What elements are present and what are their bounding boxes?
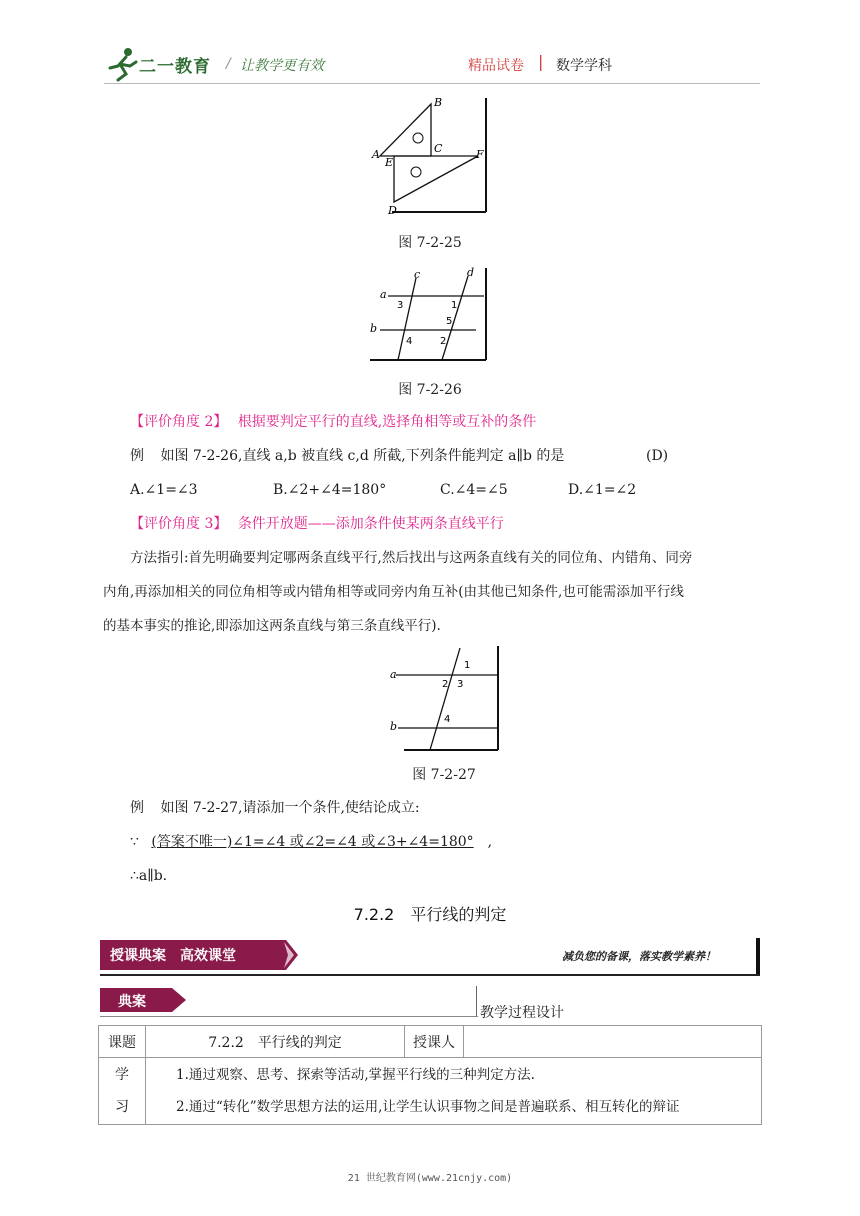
angle3-heading-tag: 【评价角度 3】 (130, 516, 228, 532)
angle3-because (130, 831, 492, 853)
table-row (99, 1058, 762, 1125)
lesson-table (98, 1025, 762, 1125)
table-cell-goal-label (99, 1058, 146, 1125)
fig27-label-b: b (390, 720, 398, 733)
lesson-band (100, 938, 760, 976)
fig26-label-b: b (370, 322, 378, 335)
angle3-therefore: ∴a∥b. (130, 868, 168, 884)
table-cell-topic: 7.2.2 平行线的判定 (146, 1026, 405, 1058)
angle3-example-prefix: 例 (130, 800, 144, 816)
header-separator: | (538, 52, 544, 71)
table-cell-teacher (464, 1026, 762, 1058)
fig26-label-d: d (467, 266, 475, 279)
table-cell-goals (146, 1058, 762, 1125)
header-slogan: 让教学更有效 (240, 58, 324, 74)
figure-7-2-26 (366, 264, 496, 364)
table-cell-teacher-label: 授课人 (405, 1026, 464, 1058)
figure-caption-26: 图 7-2-26 (398, 382, 462, 398)
fig26-label-c: c (414, 268, 421, 281)
angle3-example-text: 如图 7-2-27,请添加一个条件,使结论成立: (160, 800, 420, 816)
fig27-angle-4: 4 (444, 714, 451, 725)
case-tab-row (100, 986, 478, 1017)
header-slash: / (226, 56, 231, 72)
angle2-option-c: C.∠4=∠5 (440, 482, 508, 498)
header-divider (104, 83, 760, 84)
goal-line-2: 2.通过“转化”数学思想方法的运用,让学生认识事物之间是普遍联系、相互转化的辩证 (176, 1099, 680, 1115)
header-label-subject: 数学学科 (556, 58, 612, 74)
fig25-label-c: C (434, 142, 443, 155)
section-title: 7.2.2 平行线的判定 (353, 905, 507, 924)
angle3-heading (130, 513, 504, 535)
fig27-label-a: a (390, 668, 397, 681)
angle3-example (130, 797, 420, 819)
method-line-1: 方法指引:首先明确要判定哪两条直线平行,然后找出与这两条直线有关的同位角、内错角、同旁 (130, 550, 693, 566)
angle2-option-b: B.∠2+∠4=180° (273, 482, 387, 498)
header-label-quality: 精品试卷 (468, 58, 524, 74)
goal-label-char-2: 习 (115, 1099, 129, 1115)
band-right-text: 减负您的备课，落实教学素养！ (562, 950, 716, 963)
angle2-option-d: D.∠1=∠2 (568, 482, 637, 498)
logo-runner-icon (104, 46, 140, 82)
fig26-angle-2: 2 (440, 336, 447, 347)
goal-label-char-1: 学 (115, 1067, 129, 1083)
figure-7-2-25 (368, 94, 496, 218)
page-footer: 21 世纪教育网(www.21cnjy.com) (347, 1173, 513, 1184)
band-left-text: 授课典案 高效课堂 (110, 948, 236, 964)
fig25-label-d: D (388, 204, 397, 217)
fig27-angle-3: 3 (457, 679, 464, 690)
fig26-angle-3: 3 (397, 300, 404, 311)
table-cell-topic-label: 课题 (99, 1026, 146, 1058)
angle2-example (130, 445, 564, 467)
because-symbol: ∵ (130, 834, 139, 850)
method-line-3: 的基本事实的推论,即添加这两条直线与第三条直线平行). (103, 618, 441, 634)
case-tab-divider (476, 986, 477, 1016)
angle2-heading (130, 411, 536, 433)
angle2-answer: (D) (646, 448, 669, 464)
because-tail: , (487, 834, 493, 850)
goal-line-1: 1.通过观察、思考、探索等活动,掌握平行线的三种判定方法. (176, 1067, 535, 1083)
page-header (0, 0, 860, 92)
fig25-label-f: F (476, 148, 484, 161)
fig25-label-a: A (372, 148, 380, 161)
case-tab-right-text: 教学过程设计 (480, 1005, 564, 1021)
fig26-angle-5: 5 (446, 316, 453, 327)
fig27-angle-2: 2 (442, 679, 449, 690)
angle2-example-prefix: 例 (130, 448, 144, 464)
fig25-label-b: B (434, 96, 443, 109)
because-answer: (答案不唯一)∠1=∠4 或∠2=∠4 或∠3+∠4=180° (151, 834, 474, 850)
method-line-2: 内角,再添加相关的同位角相等或内错角相等或同旁内角互补(由其他已知条件,也可能需添加平行线 (103, 584, 684, 600)
figure-7-2-27 (386, 642, 502, 754)
fig26-angle-1: 1 (451, 300, 458, 311)
logo-text: 二一教育 (139, 57, 211, 77)
angle2-heading-text: 根据要判定平行的直线,选择角相等或互补的条件 (237, 414, 537, 430)
fig27-angle-1: 1 (464, 660, 471, 671)
table-row (99, 1026, 762, 1058)
angle3-heading-text: 条件开放题——添加条件使某两条直线平行 (237, 516, 504, 532)
figure-caption-27: 图 7-2-27 (412, 767, 476, 783)
fig26-angle-4: 4 (406, 336, 413, 347)
case-tab-label: 典案 (118, 994, 146, 1010)
figure-caption-25: 图 7-2-25 (398, 235, 462, 251)
fig25-label-e: E (385, 156, 394, 169)
angle2-option-a: A.∠1=∠3 (130, 482, 198, 498)
angle2-heading-tag: 【评价角度 2】 (130, 414, 228, 430)
fig26-label-a: a (380, 288, 387, 301)
band-right-edge (756, 938, 760, 974)
angle2-example-text: 如图 7-2-26,直线 a,b 被直线 c,d 所截,下列条件能判定 a∥b 的是 (160, 448, 565, 464)
